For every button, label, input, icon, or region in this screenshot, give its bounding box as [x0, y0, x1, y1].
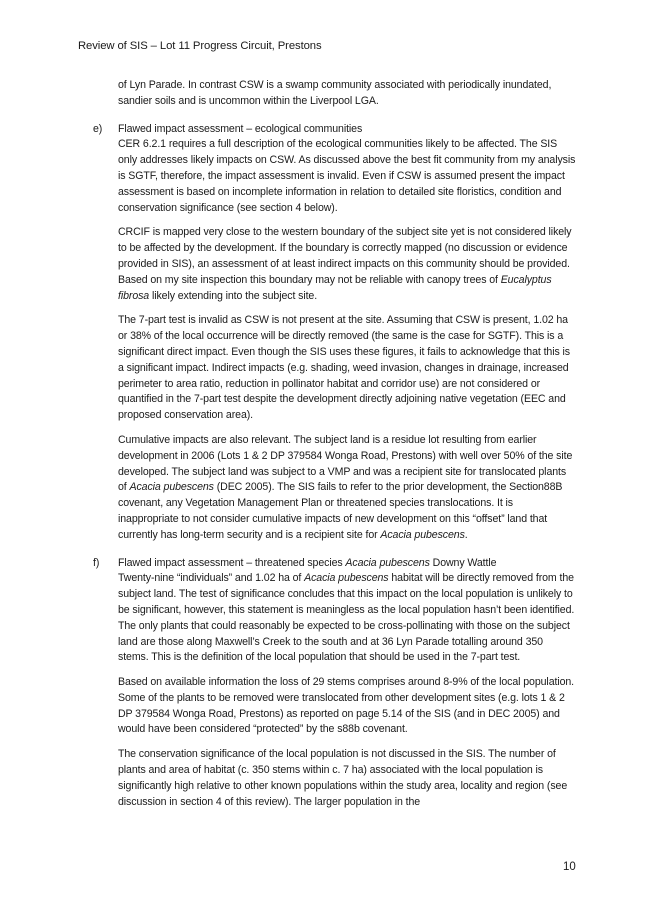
continuation-paragraph: of Lyn Parade. In contrast CSW is a swamp community associated with periodically inundated, sandier soils and is uncommon within the Liverpool LGA. — [118, 79, 552, 107]
section-heading: Flawed impact assessment – ecological communities — [118, 122, 363, 135]
species-name: Acacia pubescens — [129, 481, 214, 494]
section-heading: Flawed impact assessment – threatened species Acacia pubescens Downy Wattle — [118, 556, 497, 569]
paragraph: Cumulative impacts are also relevant. The subject land is a residue lot resulting from earlier development in 2006 (Lots 1 & 2 DP 379584 Wonga Road, Prestons) with well over 50% of the site developed. The subject land was subject to a VMP and was a recipient site for translocated plants of Acacia pubescens (DEC 2005). The SIS fails to refer to the prior development, the Section88B covenant, any Vegetation Management Plan or threatened species translocations. It is inappropriate to not consider cumulative impacts of new development on this “offset” land that currently has long-term security and is a recipient site for Acacia pubescens. — [118, 433, 573, 541]
paragraph: CRCIF is mapped very close to the western boundary of the subject site yet is not considered likely to be affected by the development. If the boundary is correctly mapped (no discussion or evidence provided in SIS), an assessment of at least indirect impacts on this community should be provided. Based on my site inspection this boundary may not be reliable with canopy trees of Eucalyptus fibrosa likely extending into the subject site. — [118, 226, 572, 302]
paragraph: CER 6.2.1 requires a full description of the ecological communities likely to be affected. The SIS only addresses likely impacts on CSW. As discussed above the best fit community from my analysis is SGTF, therefore, the impact assessment is invalid. Even if CSW is assumed present the impact assessment is based on incomplete information in relation to detailed site floristics, condition and conservation significance (see section 4 below). — [118, 138, 576, 214]
page-number: 10 — [563, 861, 576, 873]
species-name: Acacia pubescens — [380, 528, 465, 541]
species-name: Acacia pubescens — [345, 556, 430, 569]
paragraph: Based on available information the loss of 29 stems comprises around 8-9% of the local population. Some of the plants to be removed were translocated from other development sites (e.g. lots 1 & 2 DP 379584 Wonga Road, Prestons) as reported on page 5.14 of the SIS (and in DEC 2005) and would have been considered “protected” by the s88b covenant. — [118, 676, 575, 736]
list-marker: f) — [93, 556, 100, 569]
species-name: Eucalyptus fibrosa — [118, 273, 552, 302]
paragraph: The 7-part test is invalid as CSW is not present at the site. Assuming that CSW is present, 1.02 ha or 38% of the local occurrence will be directly removed (the same is the case for SGTF). This is a significant direct impact. Even though the SIS uses these figures, it fails to acknowledge that this is a significant impact. Indirect impacts (e.g. shading, weed invasion, changes in drainage, increased perimeter to area ratio, reduction in pollinator habitat and corridor use) are not considered or quantified in the 7-part test despite the development directly adjoining native vegetation (EEC and proposed conservation area). — [118, 314, 570, 422]
page-header: Review of SIS – Lot 11 Progress Circuit, Prestons — [78, 40, 322, 52]
species-name: Acacia pubescens — [304, 572, 389, 585]
list-item-f — [93, 556, 576, 811]
list-marker: e) — [93, 122, 103, 135]
paragraph: Twenty-nine “individuals” and 1.02 ha of Acacia pubescens habitat will be directly removed from the subject land. The test of significance concludes that this impact on the local population is unlikely to be significant, however, this statement is meaningless as the local population hasn’t been identified. The only plants that could reasonably be expected to be cross-pollinating with those on the subject land are those along Maxwell’s Creek to the south and at 36 Lyn Parade totalling around 350 stems. This is the definition of the local population that should be used in the 7-part test. — [118, 572, 575, 664]
list-item-e — [93, 122, 576, 544]
document-body — [93, 78, 576, 819]
paragraph: The conservation significance of the local population is not discussed in the SIS. The number of plants and area of habitat (c. 350 stems within c. 7 ha) associated with the local population is significantly high relative to other known populations within the study area, locality and region (see discussion in section 4 of this review). The larger population in the — [118, 748, 568, 808]
